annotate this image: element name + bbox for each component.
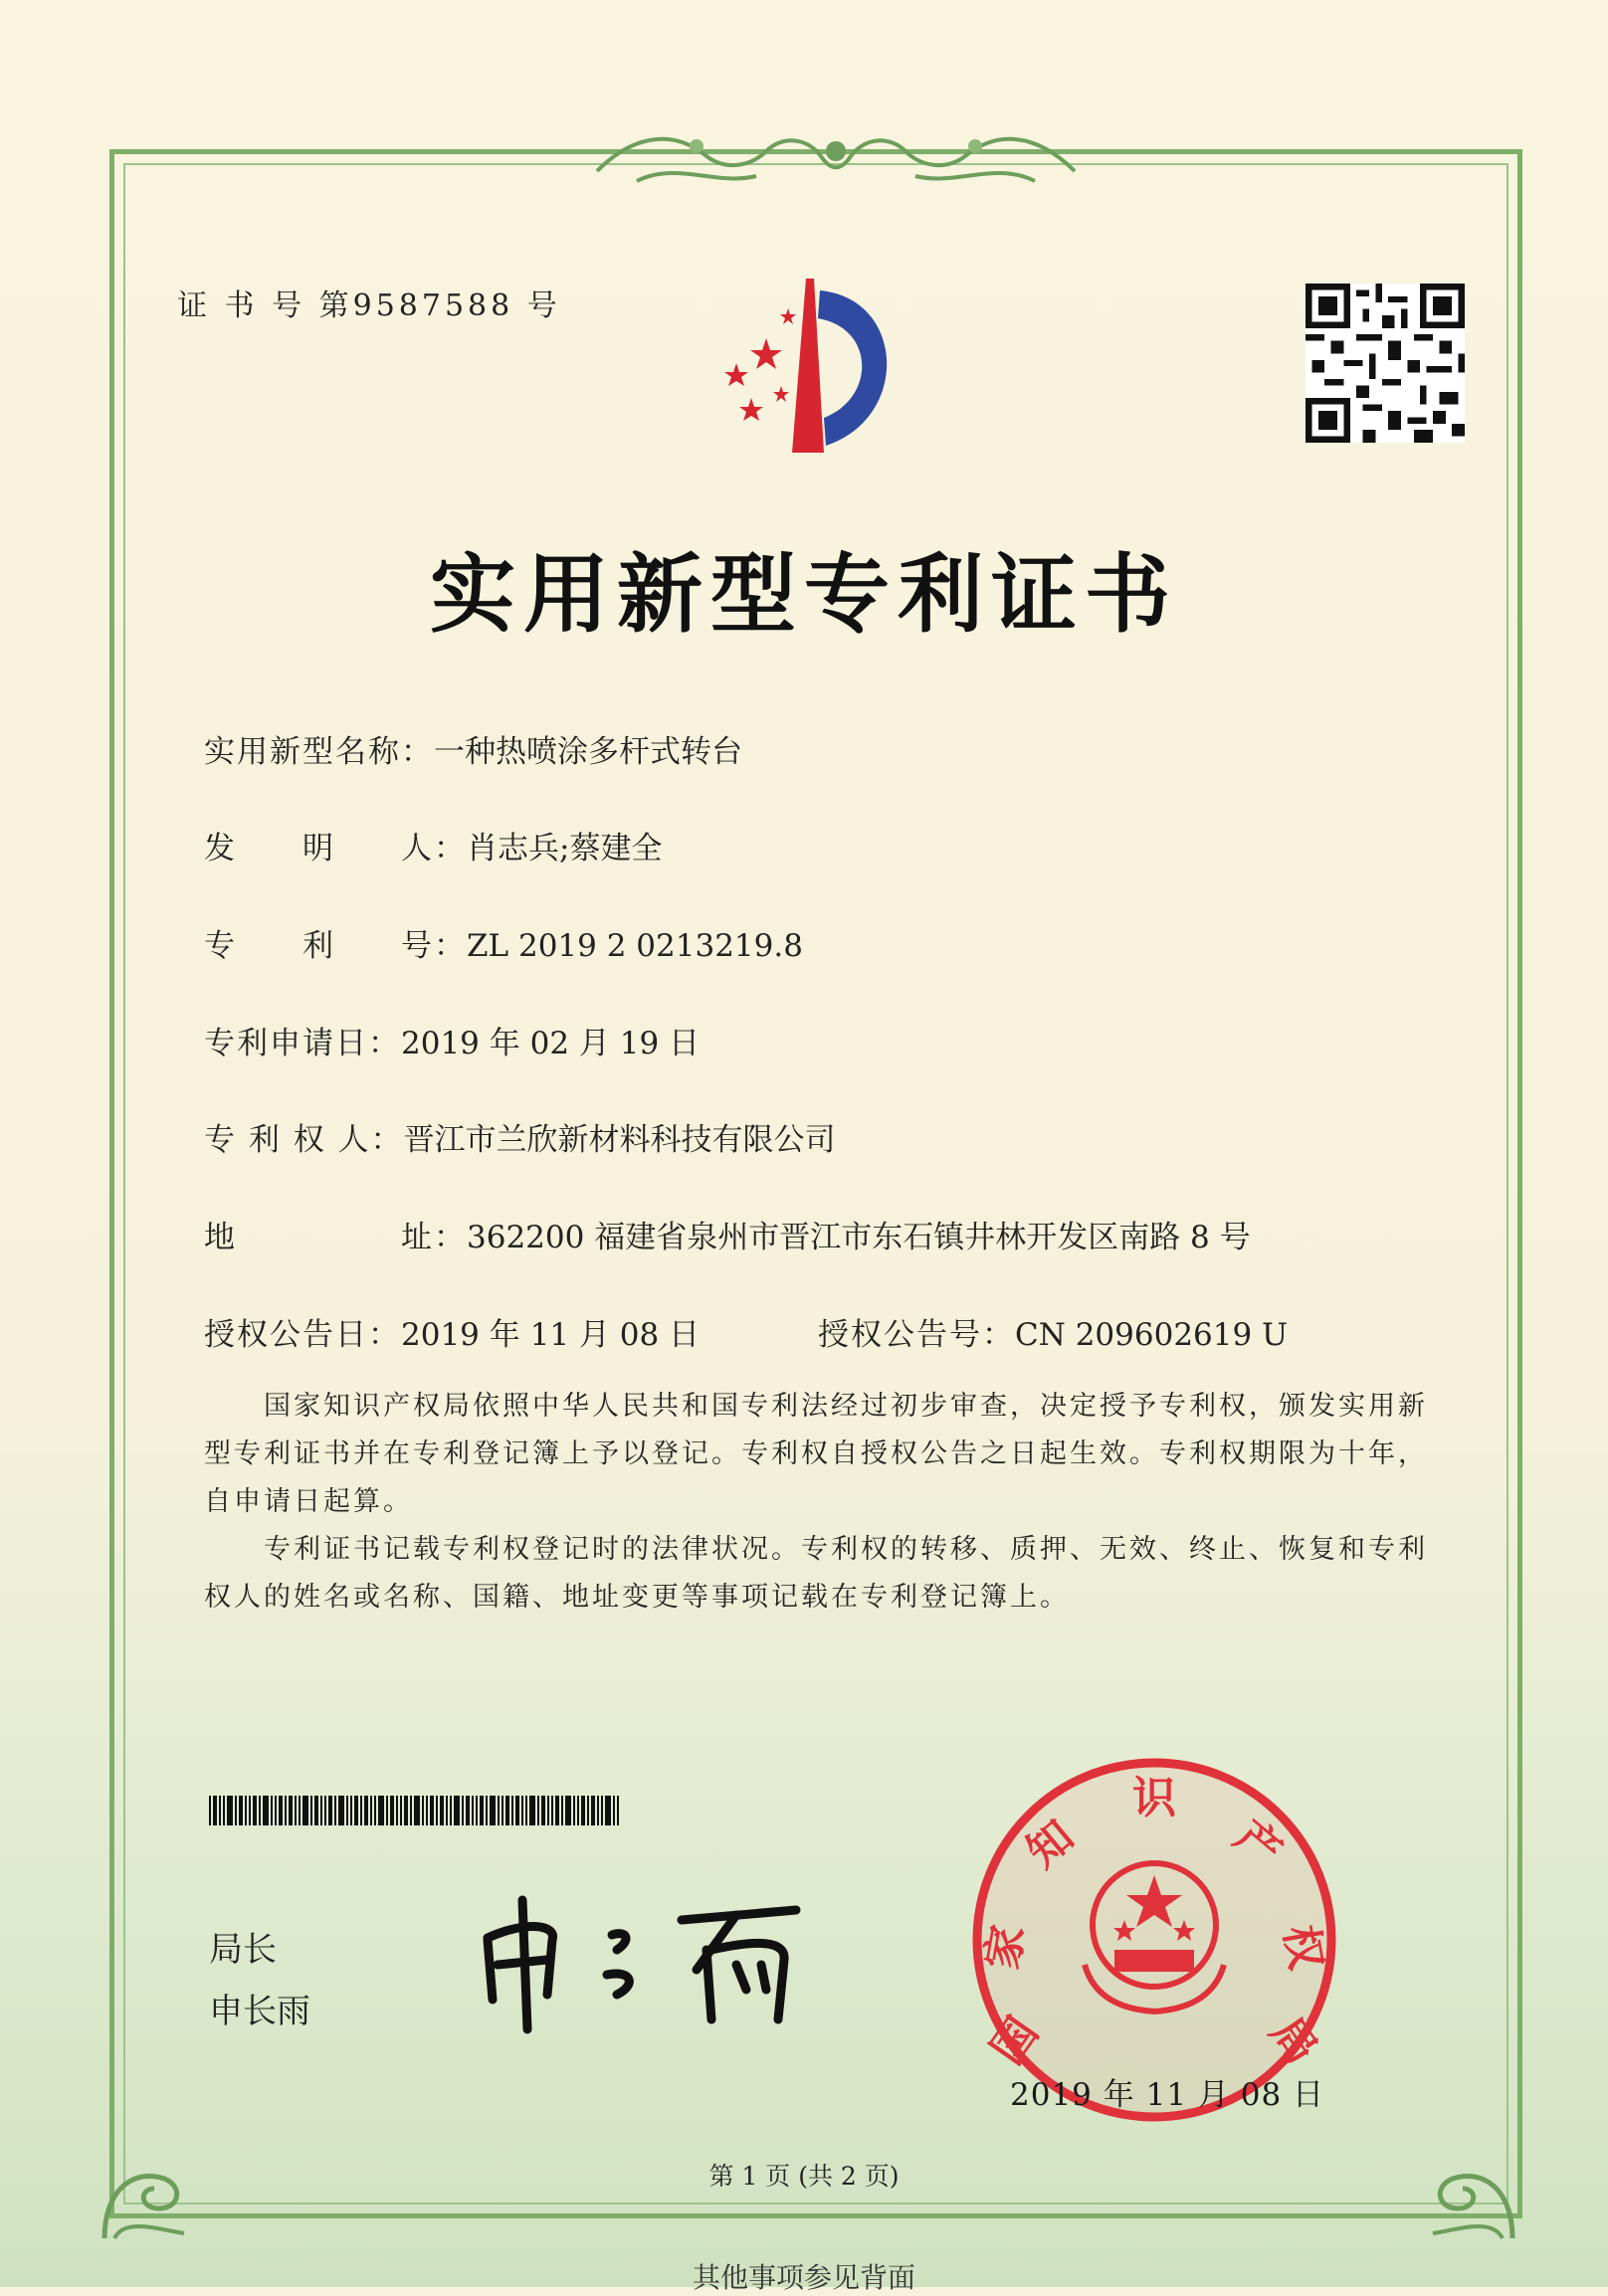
field-value: 一种热喷涂多杆式转台 (434, 734, 742, 770)
field-application-date (204, 1018, 700, 1062)
field-announcement-number (818, 1309, 1288, 1354)
field-value: 2019 年 02 月 19 日 (401, 1026, 701, 1061)
statement-paragraph: 专利证书记载专利权登记时的法律状况。专利权的转移、质押、无效、终止、恢复和专利权人的姓名或名称、国籍、地址变更等事项记载在专利登记簿上。 (204, 1534, 1428, 1613)
svg-text:家: 家 (976, 1921, 1035, 1974)
svg-text:权: 权 (1274, 1921, 1332, 1974)
svg-text:知: 知 (1017, 1811, 1084, 1878)
field-value: 肖志兵;蔡建全 (467, 831, 663, 866)
barcode-icon (209, 1796, 619, 1825)
field-label: 发 明 人： (204, 831, 467, 866)
field-value: 晋江市兰欣新材料科技有限公司 (403, 1122, 836, 1158)
patent-office-logo-icon (697, 269, 945, 468)
field-label: 地 址： (204, 1220, 467, 1255)
field-patent-number (204, 920, 803, 965)
field-label: 授权公告日： (204, 1317, 401, 1353)
certificate-title: 实用新型专利证书 (430, 544, 1178, 645)
footer-note: 其他事项参见背面 (692, 2261, 915, 2294)
field-value: 362200 福建省泉州市晋江市东石镇井林开发区南路 8 号 (467, 1220, 1251, 1255)
seal-date: 2019 年 11 月 08 日 (1010, 2077, 1325, 2113)
svg-text:产: 产 (1225, 1811, 1292, 1878)
field-label: 专 利 权 人： (204, 1122, 404, 1158)
svg-text:局: 局 (1260, 2009, 1327, 2074)
field-address (204, 1212, 1251, 1256)
certificate-number: 证 书 号 第9587588 号 (177, 288, 561, 323)
field-label: 专利申请日： (204, 1026, 401, 1061)
field-utility-model-name (204, 726, 742, 771)
field-patentee (204, 1114, 836, 1159)
statement-paragraph: 国家知识产权局依照中华人民共和国专利法经过初步审查，决定授予专利权，颁发实用新型专利证书并在专利登记簿上予以登记。专利权自授权公告之日起生效。专利权期限为十年，自申请日起算。 (204, 1391, 1428, 1517)
director-name: 申长雨 (209, 1992, 310, 2031)
qr-code-icon (1306, 284, 1465, 443)
field-value: CN 209602619 U (1015, 1317, 1289, 1353)
field-label: 实用新型名称： (204, 734, 434, 770)
field-label: 授权公告号： (818, 1317, 1015, 1353)
field-label: 专 利 号： (204, 928, 467, 964)
page-number: 第 1 页 (共 2 页) (708, 2162, 900, 2191)
field-grant-date (204, 1309, 700, 1354)
svg-text:国: 国 (981, 2009, 1049, 2074)
field-value: 2019 年 11 月 08 日 (401, 1317, 701, 1353)
director-title: 局长 (209, 1930, 277, 1970)
field-value: ZL 2019 2 0213219.8 (467, 928, 803, 964)
svg-text:识: 识 (1132, 1773, 1176, 1823)
top-ornament-icon (577, 111, 1095, 201)
signature-icon (468, 1880, 826, 2039)
field-inventor (204, 823, 662, 867)
